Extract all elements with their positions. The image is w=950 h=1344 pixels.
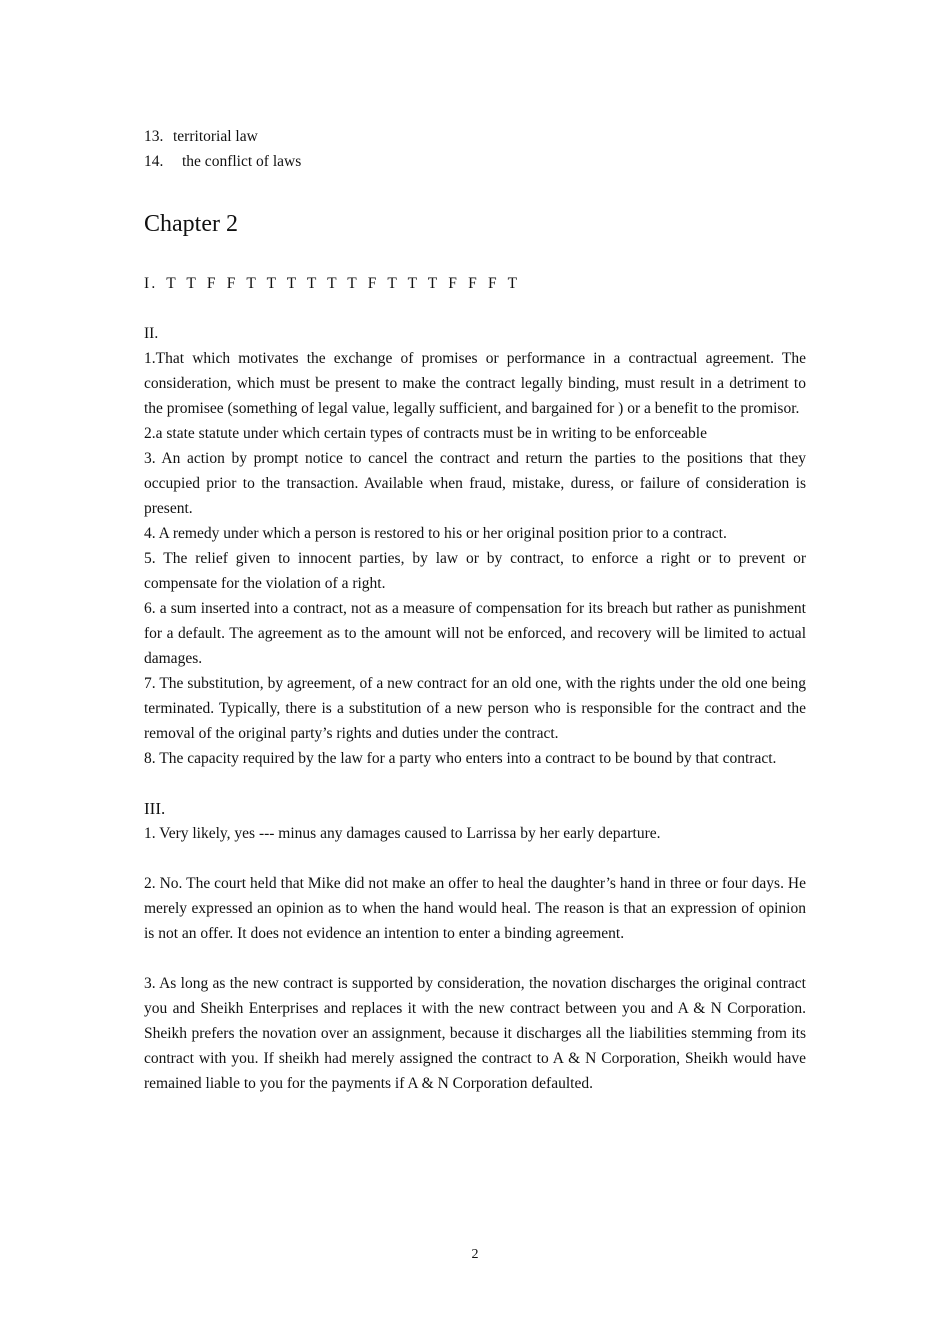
list-item-13: [144, 124, 806, 149]
list-text: the conflict of laws: [182, 153, 302, 170]
section-2-item-6: 6. a sum inserted into a contract, not as a measure of compensation for its breach but rather as punishment for a default. The agreement as to the amount will not be enforced, and recovery will be limited to actual damages.: [144, 600, 806, 667]
section-3-item-1: 1. Very likely, yes --- minus any damages caused to Larrissa by her early departure.: [144, 825, 661, 842]
list-number: 13.: [144, 128, 164, 145]
page-number: 2: [471, 1247, 479, 1262]
document-body: [144, 124, 806, 1096]
section-2-item-8: 8. The capacity required by the law for a party who enters into a contract to be bound by that contract.: [144, 750, 777, 767]
section-3-item-3: 3. As long as the new contract is supported by consideration, the novation discharges the original contract you and Sheikh Enterprises and replaces it with the new contract between you and A & N Corporation. Sheikh prefers the novation over an assignment, because it discharges all the liabilities stemming from its contract with you. If sheikh had merely assigned the contract to A & N Corporation, Sheikh would have remained liable to you for the payments if A & N Corporation defaulted.: [144, 975, 806, 1092]
section-3-heading: III.: [144, 799, 166, 818]
list-text: territorial law: [173, 128, 258, 145]
section-2-item-2: 2.a state statute under which certain types of contracts must be in writing to be enforceable: [144, 425, 707, 442]
chapter-title: Chapter 2: [144, 211, 238, 237]
section-3-item-2: 2. No. The court held that Mike did not make an offer to heal the daughter’s hand in three or four days. He merely expressed an opinion as to when the hand would heal. The reason is that an expression of opinion is not an offer. It does not evidence an intention to enter a binding agreement.: [144, 875, 806, 942]
section-2-item-1: 1.That which motivates the exchange of promises or performance in a contractual agreement. The consideration, which must be present to make the contract legally binding, must result in a detriment to the promisee (something of legal value, legally sufficient, and bargained for ) or a benefit to the promisor.: [144, 350, 806, 417]
section-2-item-4: 4. A remedy under which a person is restored to his or her original position prior to a contract.: [144, 525, 727, 542]
section-2-item-5: 5. The relief given to innocent parties, by law or by contract, to enforce a right or to prevent or compensate for the violation of a right.: [144, 550, 806, 592]
section-2-item-3: 3. An action by prompt notice to cancel the contract and return the parties to the positions that they occupied prior to the transaction. Available when fraud, mistake, duress, or failure of consideration is present.: [144, 450, 806, 517]
list-item-14: [144, 149, 806, 174]
list-number: 14.: [144, 153, 164, 170]
section-2-item-7: 7. The substitution, by agreement, of a new contract for an old one, with the rights under the old one being terminated. Typically, there is a substitution of a new person who is responsible for the contract and the removal of the original party’s rights and duties under the contract.: [144, 675, 806, 742]
section-2-heading: II.: [144, 325, 159, 342]
section-1-true-false-answers: I. T T F F T T T T T T F T T T F F F T: [144, 275, 520, 292]
